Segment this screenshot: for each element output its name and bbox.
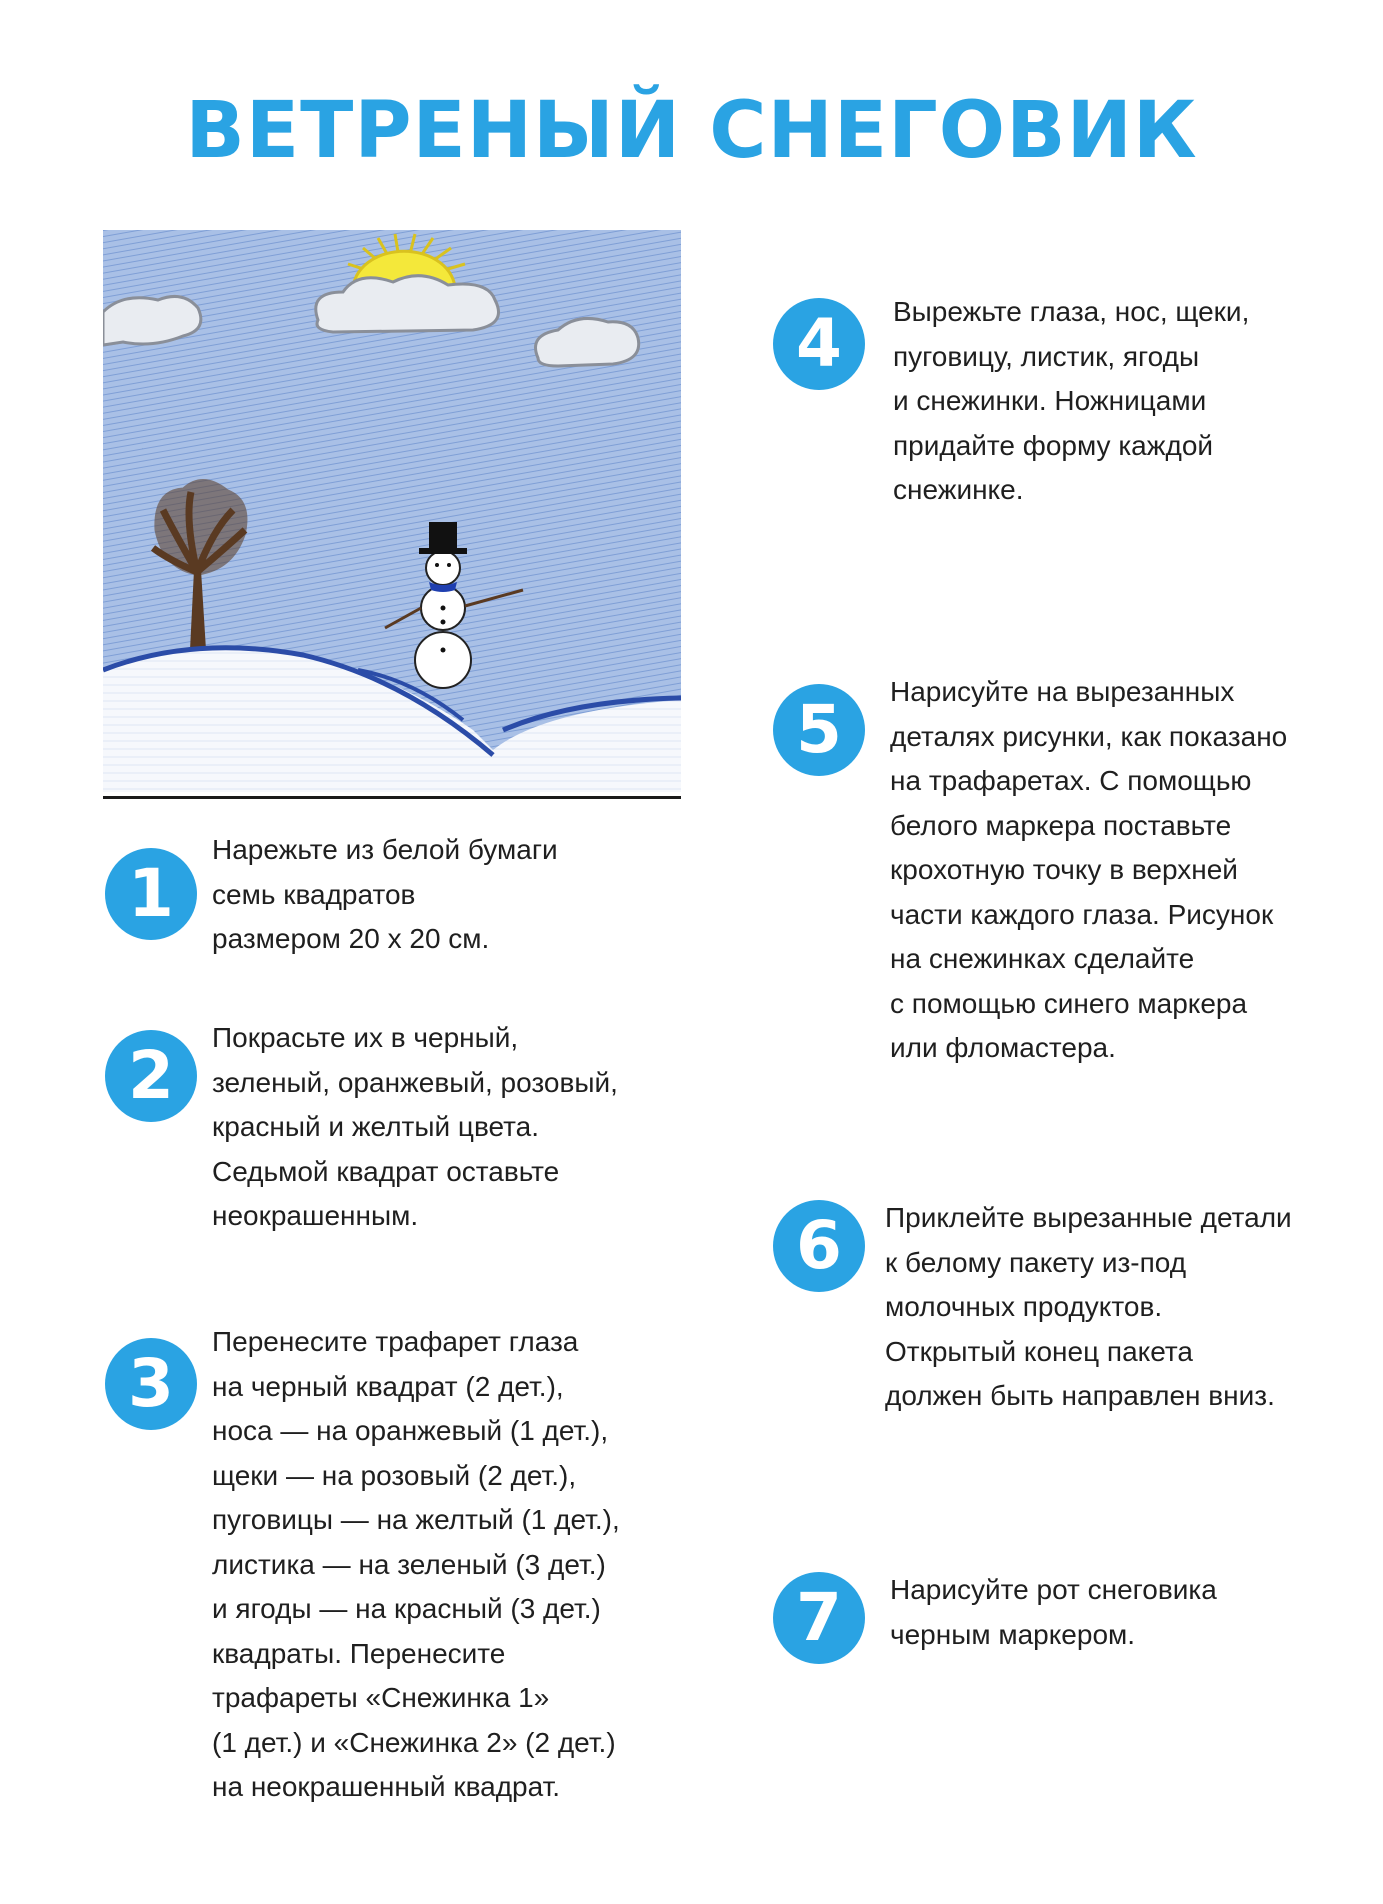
step-text: Нарежьте из белой бумаги семь квадратов размером 20 х 20 см. [212, 834, 558, 954]
illustration-underline [103, 796, 681, 799]
step-number-badge: 4 [773, 298, 865, 390]
step-number-badge: 5 [773, 684, 865, 776]
step-text: Вырежьте глаза, нос, щеки, пуговицу, листик, ягоды и снежинки. Ножницами придайте форму каждой снежинке. [893, 296, 1250, 505]
step-text: Перенесите трафарет глаза на черный квадрат (2 дет.), носа — на оранжевый (1 дет.), щеки — на розовый (2 дет.), пуговицы — на желтый (1 дет.), листика — на зеленый (3 дет.) и ягоды — на красный (3 дет.) квадраты. Перенесите трафареты «Снежинка 1» (1 дет.) и «Снежинка 2» (2 дет.) на неокрашенный квадрат. [212, 1326, 620, 1802]
step-number-badge: 6 [773, 1200, 865, 1292]
page-title: ВЕТРЕНЫЙ СНЕГОВИК [185, 86, 1198, 176]
snowman-illustration [103, 230, 681, 792]
step-text: Нарисуйте рот снеговика черным маркером. [890, 1574, 1217, 1650]
step-text: Нарисуйте на вырезанных деталях рисунки, как показано на трафаретах. С помощью белого маркера поставьте крохотную точку в верхней части каждого глаза. Рисунок на снежинках сделайте с помощью синего маркера или фломастера. [890, 676, 1288, 1063]
step-number-badge: 1 [105, 848, 197, 940]
step-number-badge: 3 [105, 1338, 197, 1430]
step-number-badge: 2 [105, 1030, 197, 1122]
step-text: Приклейте вырезанные детали к белому пакету из-под молочных продуктов. Открытый конец пакета должен быть направлен вниз. [885, 1202, 1292, 1411]
step-text: Покрасьте их в черный, зеленый, оранжевый, розовый, красный и желтый цвета. Седьмой квадрат оставьте неокрашенным. [212, 1022, 618, 1231]
step-number-badge: 7 [773, 1572, 865, 1664]
